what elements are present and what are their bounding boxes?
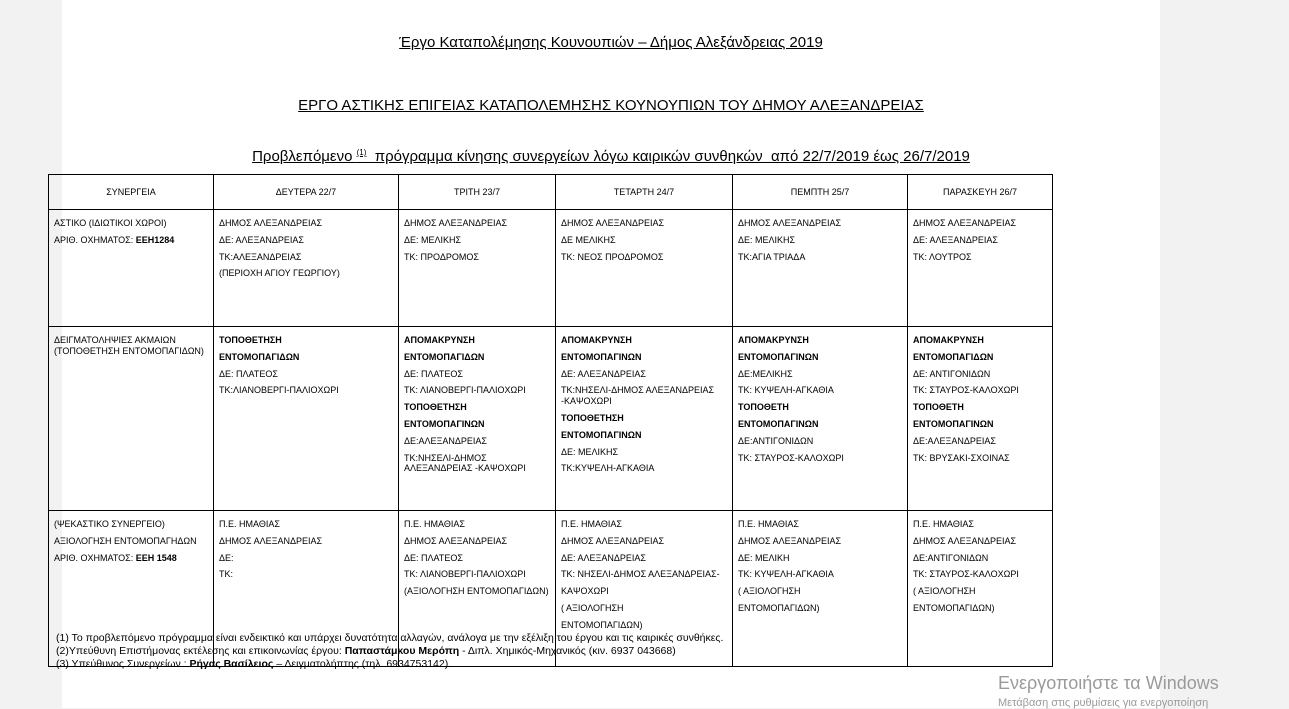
cell-line: ΤΚ: ΣΤΑΥΡΟΣ-ΚΑΛΟΧΩΡΙ <box>913 385 1019 396</box>
table-cell <box>399 327 556 511</box>
cell-line: ΔΕ: ΠΛΑΤΕΟΣ <box>404 552 463 563</box>
cell-line: ΕΝΤΟΜΟΠΑΓΙΝΩΝ <box>561 429 642 440</box>
project-title: ΕΡΓΟ ΑΣΤΙΚΗΣ ΕΠΙΓΕΙΑΣ ΚΑΤΑΠΟΛΕΜΗΣΗΣ ΚΟΥΝΟΥΠΙΩΝ ΤΟΥ ΔΗΜΟΥ ΑΛΕΞΑΝΔΡΕΙΑΣ <box>298 97 924 114</box>
cell-line: ΔΕ: ΑΛΕΞΑΝΔΡΕΙΑΣ <box>219 234 304 245</box>
schedule-title: Προβλεπόμενο $^{(1)}$ πρόγραμμα κίνησης συνεργείων λόγω καιρικών συνθηκών από 22/7/2019 έως 26/7/2019 <box>252 148 970 165</box>
cell-line: ΔΗΜΟΣ ΑΛΕΞΑΝΔΡΕΙΑΣ <box>219 535 323 546</box>
schedule-table <box>48 174 1053 667</box>
cell-line: ΔΗΜΟΣ ΑΛΕΞΑΝΔΡΕΙΑΣ <box>913 218 1017 228</box>
cell-line: Π.Ε. ΗΜΑΘΙΑΣ <box>738 519 799 529</box>
cell-line: Π.Ε. ΗΜΑΘΙΑΣ <box>404 519 465 529</box>
cell-line: ΤΚ: ΒΡΥΣΑΚΙ-ΣΧΟΙΝΑΣ <box>913 452 1010 463</box>
cell-line: ΔΕ: ΑΛΕΞΑΝΔΡΕΙΑΣ <box>561 368 646 379</box>
cell-line: ΔΗΜΟΣ ΑΛΕΞΑΝΔΡΕΙΑΣ <box>561 218 665 228</box>
cell-line: ΔΗΜΟΣ ΑΛΕΞΑΝΔΡΕΙΑΣ <box>738 218 842 228</box>
cell-line: ΔΕΙΓΜΑΤΟΛΗΨΙΕΣ ΑΚΜΑΙΩΝ (ΤΟΠΟΘΕΤΗΣΗ ΕΝΤΟΜΟΠΑΓΙΔΩΝ) <box>54 335 204 356</box>
table-header-row <box>49 175 1053 210</box>
cell-line: ΔΗΜΟΣ ΑΛΕΞΑΝΔΡΕΙΑΣ <box>561 535 665 546</box>
windows-activation-link[interactable]: Μετάβαση στις ρυθμίσεις για ενεργοποίηση <box>998 697 1209 709</box>
cell-line: ΑΠΟΜΑΚΡΥΝΣΗ <box>913 335 984 345</box>
cell-line: ΤΚ: ΣΤΑΥΡΟΣ-ΚΑΛΟΧΩΡΙ <box>738 452 844 463</box>
cell-line: (ΨΕΚΑΣΤΙΚΟ ΣΥΝΕΡΓΕΙΟ) <box>54 519 165 529</box>
footnote: (2)Υπεύθυνη Επιστήμονας εκτέλεσης και επικοινωνίας έργου: Παπαστάμκου Μερόπη - Διπλ. Χημικός-Μηχανικός (κιν. 6937 043668) <box>56 645 676 657</box>
cell-line: (ΠΕΡΙΟΧΗ ΑΓΙΟΥ ΓΕΩΡΓΙΟΥ) <box>219 268 340 279</box>
cell-line: ( ΑΞΙΟΛΟΓΗΣΗ <box>738 586 801 597</box>
table-cell <box>214 210 399 327</box>
cell-line: ΔΕ: ΑΛΕΞΑΝΔΡΕΙΑΣ <box>561 552 646 563</box>
cell-line: ΕΝΤΟΜΟΠΑΓΙΔΩΝ) <box>561 619 643 630</box>
table-cell <box>733 327 908 511</box>
footnotes <box>56 632 723 671</box>
cell-line: ΤΚ:ΚΥΨΕΛΗ-ΑΓΚΑΘΙΑ <box>561 463 655 474</box>
table-cell <box>733 511 908 667</box>
cell-line: ΤΚ: ΝΕΟΣ ΠΡΟΔΡΟΜΟΣ <box>561 251 664 262</box>
cell-line: ΕΝΤΟΜΟΠΑΓΙΝΩΝ <box>738 351 819 362</box>
cell-line: ΕΝΤΟΜΟΠΑΓΙΝΩΝ <box>738 418 819 429</box>
table-cell <box>49 210 214 327</box>
cell-line: ΕΝΤΟΜΟΠΑΓΙΝΩΝ <box>561 351 642 362</box>
cell-line: ΕΝΤΟΜΟΠΑΓΙΔΩΝ <box>219 351 300 362</box>
cell-line: ΕΝΤΟΜΟΠΑΓΙΝΩΝ <box>404 418 485 429</box>
cell-line: ΕΝΤΟΜΟΠΑΓΙΝΩΝ <box>913 418 994 429</box>
table-cell <box>556 210 733 327</box>
cell-line: ( ΑΞΙΟΛΟΓΗΣΗ <box>561 602 624 613</box>
cell-line: ΔΕ: ΜΕΛΙΚΗ <box>738 552 790 563</box>
table-cell <box>733 210 908 327</box>
column-header: ΤΕΤΑΡΤΗ 24/7 <box>556 175 733 210</box>
cell-line: ΤΟΠΟΘΕΤΗ <box>738 402 789 413</box>
table-cell <box>908 511 1053 667</box>
column-header: ΔΕΥΤΕΡΑ 22/7 <box>214 175 399 210</box>
cell-line: ΔΕ: ΑΝΤΙΓΟΝΙΔΩΝ <box>913 368 991 379</box>
cell-line: ΤΚ: ΚΥΨΕΛΗ-ΑΓΚΑΘΙΑ <box>738 385 834 396</box>
cell-line: ΕΝΤΟΜΟΠΑΓΙΔΩΝ) <box>738 602 820 613</box>
cell-line: ΔΕ: ΑΛΕΞΑΝΔΡΕΙΑΣ <box>913 234 998 245</box>
cell-line: Π.Ε. ΗΜΑΘΙΑΣ <box>913 519 974 529</box>
cell-line: ΔΗΜΟΣ ΑΛΕΞΑΝΔΡΕΙΑΣ <box>404 535 508 546</box>
cell-line: ΔΕ:ΑΛΕΞΑΝΔΡΕΙΑΣ <box>404 435 487 446</box>
cell-line: ( ΑΞΙΟΛΟΓΗΣΗ <box>913 586 976 597</box>
cell-line: ΤΟΠΟΘΕΤΗΣΗ <box>404 402 467 413</box>
cell-line: ΔΗΜΟΣ ΑΛΕΞΑΝΔΡΕΙΑΣ <box>913 535 1017 546</box>
cell-line: ΔΗΜΟΣ ΑΛΕΞΑΝΔΡΕΙΑΣ <box>219 218 323 228</box>
cell-line: ΔΗΜΟΣ ΑΛΕΞΑΝΔΡΕΙΑΣ <box>404 218 508 228</box>
cell-line: ΤΚ: ΝΗΣΕΛΙ-ΔΗΜΟΣ ΑΛΕΞΑΝΔΡΕΙΑΣ- <box>561 569 720 580</box>
table-cell <box>214 327 399 511</box>
cell-line: ΤΚ:ΝΗΣΕΛΙ-ΔΗΜΟΣ ΑΛΕΞΑΝΔΡΕΙΑΣ -ΚΑΨΟΧΩΡΙ <box>561 385 715 407</box>
cell-line: ΤΚ:ΑΓΙΑ ΤΡΙΑΔΑ <box>738 251 806 262</box>
cell-line: ΔΕ:ΑΝΤΙΓΟΝΙΔΩΝ <box>913 552 989 563</box>
cell-line: ΕΝΤΟΜΟΠΑΓΙΔΩΝ <box>913 351 994 362</box>
table-cell <box>399 210 556 327</box>
cell-line: ΤΚ: ΠΡΟΔΡΟΜΟΣ <box>404 251 479 262</box>
column-header: ΣΥΝΕΡΓΕΙΑ <box>49 175 214 210</box>
cell-line: ΤΚ: ΛΟΥΤΡΟΣ <box>913 251 972 262</box>
cell-line: ΑΡΙΘ. ΟΧΗΜΑΤΟΣ: ΕΕΗ 1548 <box>54 552 177 563</box>
cell-line: ΤΚ:ΝΗΣΕΛΙ-ΔΗΜΟΣ ΑΛΕΞΑΝΔΡΕΙΑΣ -ΚΑΨΟΧΩΡΙ <box>404 452 526 474</box>
cell-line: ΕΝΤΟΜΟΠΑΓΙΔΩΝ <box>404 351 485 362</box>
table-cell <box>908 327 1053 511</box>
column-header: ΤΡΙΤΗ 23/7 <box>399 175 556 210</box>
cell-line: ΔΕ:ΜΕΛΙΚΗΣ <box>738 368 793 379</box>
cell-line: ΔΕ: ΜΕΛΙΚΗΣ <box>404 234 462 245</box>
column-header: ΠΕΜΠΤΗ 25/7 <box>733 175 908 210</box>
cell-line: ΔΕ: ΠΛΑΤΕΟΣ <box>404 368 463 379</box>
cell-line: ΤΚ: ΣΤΑΥΡΟΣ-ΚΑΛΟΧΩΡΙ <box>913 569 1019 580</box>
windows-activation-watermark: Ενεργοποιήστε τα Windows <box>998 673 1219 693</box>
cell-line: ΑΠΟΜΑΚΡΥΝΣΗ <box>404 335 475 345</box>
cell-line: ΑΠΟΜΑΚΡΥΝΣΗ <box>561 335 632 345</box>
column-header: ΠΑΡΑΣΚΕΥΗ 26/7 <box>908 175 1053 210</box>
cell-line: ΤΚ: ΚΥΨΕΛΗ-ΑΓΚΑΘΙΑ <box>738 569 834 580</box>
cell-line: ΤΟΠΟΘΕΤΗ <box>913 402 964 413</box>
table-cell <box>556 327 733 511</box>
cell-line: ΔΕ ΜΕΛΙΚΗΣ <box>561 234 616 245</box>
cell-line: ΑΠΟΜΑΚΡΥΝΣΗ <box>738 335 809 345</box>
table-cell <box>908 210 1053 327</box>
footnote: (1) Το προβλεπόμενο πρόγραμμα είναι ενδεικτικό και υπάρχει δυνατότητα αλλαγών, ανάλογα με την εξέλιξη του έργου και τις καιρικές συνθήκες. <box>56 632 724 644</box>
cell-line: ΔΗΜΟΣ ΑΛΕΞΑΝΔΡΕΙΑΣ <box>738 535 842 546</box>
table-cell <box>49 327 214 511</box>
cell-line: ΤΚ:ΑΛΕΞΑΝΔΡΕΙΑΣ <box>219 251 302 262</box>
table-row <box>49 327 1053 511</box>
cell-line: ΑΣΤΙΚΟ (ΙΔΙΩΤΙΚΟΙ ΧΩΡΟΙ) <box>54 218 167 228</box>
cell-line: ΤΚ:ΛΙΑΝΟΒΕΡΓΙ-ΠΑΛΙΟΧΩΡΙ <box>219 385 339 396</box>
cell-line: ΔΕ: ΜΕΛΙΚΗΣ <box>738 234 796 245</box>
cell-line: ΔΕ:ΑΛΕΞΑΝΔΡΕΙΑΣ <box>913 435 996 446</box>
footnote: (3) Υπεύθυνος Συνεργείων : Ρήγας Βασίλειος – Δειγματολήπτης (τηλ. 6934753142). <box>56 658 452 670</box>
cell-line: Π.Ε. ΗΜΑΘΙΑΣ <box>219 519 280 529</box>
cell-line: ΤΚ: ΛΙΑΝΟΒΕΡΓΙ-ΠΑΛΙΟΧΩΡΙ <box>404 569 526 580</box>
cell-line: ΤΚ: ΛΙΑΝΟΒΕΡΓΙ-ΠΑΛΙΟΧΩΡΙ <box>404 385 526 396</box>
cell-line: (ΑΞΙΟΛΟΓΗΣΗ ΕΝΤΟΜΟΠΑΓΙΔΩΝ) <box>404 586 549 597</box>
document-title: Έργο Καταπολέμησης Κουνουπιών – Δήμος Αλεξάνδρειας 2019 <box>399 34 823 51</box>
cell-line: ΔΕ: <box>219 552 234 563</box>
table-row <box>49 210 1053 327</box>
cell-line: ΚΑΨΟΧΩΡΙ <box>561 586 609 597</box>
cell-line: ΑΡΙΘ. ΟΧΗΜΑΤΟΣ: ΕΕΗ1284 <box>54 234 175 245</box>
cell-line: ΔΕ:ΑΝΤΙΓΟΝΙΔΩΝ <box>738 435 814 446</box>
cell-line: ΤΟΠΟΘΕΤΗΣΗ <box>561 412 624 423</box>
cell-line: ΔΕ: ΠΛΑΤΕΟΣ <box>219 368 278 379</box>
cell-line: ΤΟΠΟΘΕΤΗΣΗ <box>219 335 282 345</box>
cell-line: ΕΝΤΟΜΟΠΑΓΙΔΩΝ) <box>913 602 995 613</box>
cell-line: ΑΞΙΟΛΟΓΗΣΗ ΕΝΤΟΜΟΠΑΓΗΔΩΝ <box>54 535 197 546</box>
cell-line: Π.Ε. ΗΜΑΘΙΑΣ <box>561 519 622 529</box>
cell-line: ΤΚ: <box>219 569 234 580</box>
cell-line: ΔΕ: ΜΕΛΙΚΗΣ <box>561 446 619 457</box>
